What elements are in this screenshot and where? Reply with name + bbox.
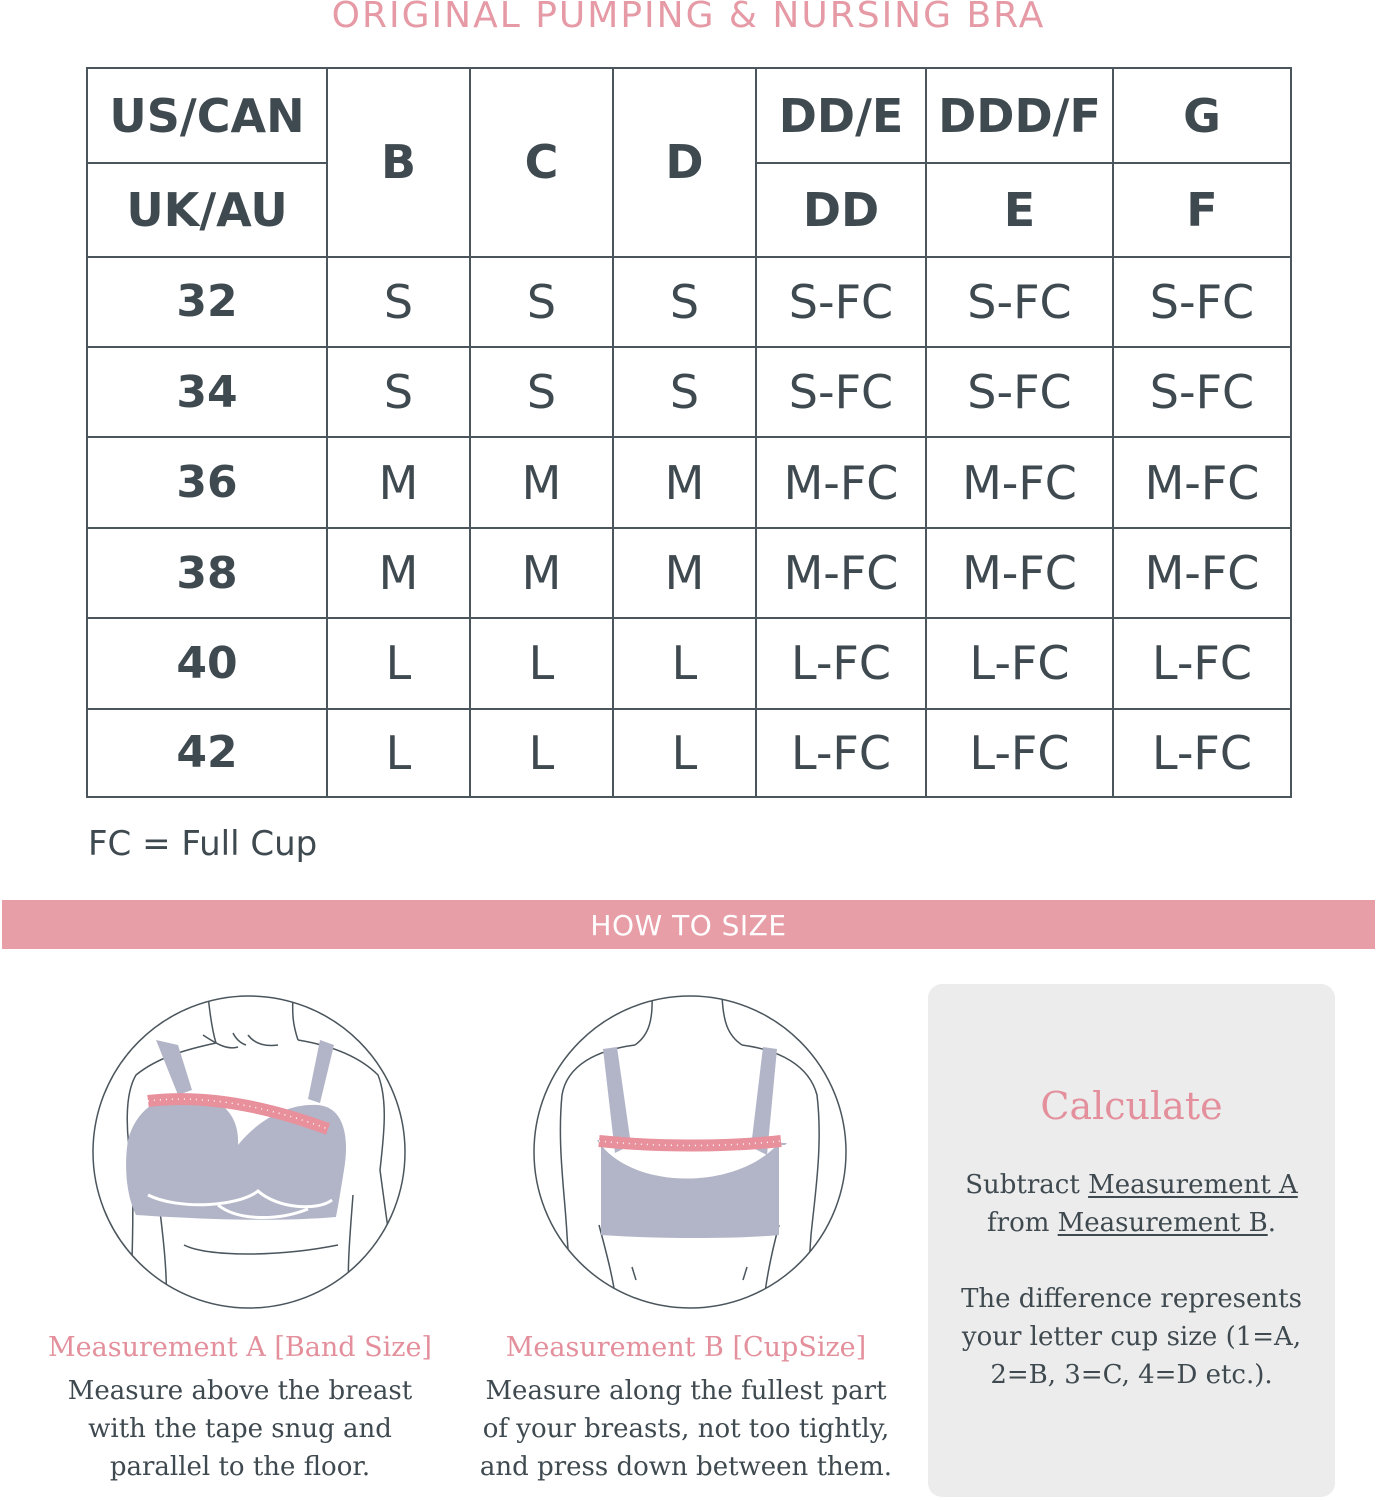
size-cell: S-FC [1113, 347, 1291, 437]
size-row [87, 709, 1291, 797]
size-row [87, 347, 1291, 437]
calculate-instructions [948, 1166, 1315, 1242]
size-row [87, 618, 1291, 708]
size-cell: M-FC [926, 437, 1113, 527]
header-row-us [87, 68, 1291, 163]
size-cell: S [327, 257, 470, 347]
size-cell: S-FC [756, 347, 926, 437]
size-cell: L [470, 709, 613, 797]
size-cell: L [613, 709, 756, 797]
cup-header: DD/E [756, 68, 926, 163]
size-cell: S [470, 347, 613, 437]
size-cell: M-FC [756, 437, 926, 527]
measurement-b-title: Measurement B [CupSize] [505, 1332, 867, 1363]
measurement-a-line: parallel to the floor. [109, 1452, 371, 1482]
size-cell: L-FC [1113, 709, 1291, 797]
cup-header: DDD/F [926, 68, 1113, 163]
size-cell: S [470, 257, 613, 347]
size-cell: L-FC [926, 709, 1113, 797]
cup-header: G [1113, 68, 1291, 163]
size-row [87, 437, 1291, 527]
legend-note: FC = Full Cup [88, 824, 318, 864]
cup-header-uk: DD [756, 163, 926, 256]
band-size-cell: 36 [87, 437, 327, 527]
calculate-explanation-line: The difference represents [961, 1284, 1302, 1314]
measurement-a-caption [30, 1330, 450, 1486]
size-cell: L [327, 709, 470, 797]
region-label-uk: UK/AU [87, 163, 327, 256]
size-cell: S [613, 347, 756, 437]
size-chart-table [86, 67, 1292, 798]
calculate-explanation [948, 1280, 1315, 1394]
band-size-cell: 32 [87, 257, 327, 347]
band-measurement-illustration [88, 995, 414, 1311]
size-cell: M [327, 528, 470, 618]
size-cell: L-FC [756, 618, 926, 708]
size-cell: L [327, 618, 470, 708]
region-label-us: US/CAN [87, 68, 327, 163]
cup-measurement-illustration [517, 995, 864, 1311]
size-cell: M [327, 437, 470, 527]
calculate-explanation-line: your letter cup size (1=A, [961, 1322, 1302, 1352]
how-to-size-banner: HOW TO SIZE [2, 900, 1375, 949]
measurement-b-line: Measure along the fullest part [485, 1376, 887, 1406]
calculate-title: Calculate [1040, 1084, 1223, 1128]
measurement-a-line: with the tape snug and [88, 1414, 392, 1444]
size-row [87, 257, 1291, 347]
size-cell: M [613, 528, 756, 618]
cup-header: D [613, 68, 756, 257]
calculate-explanation-line: 2=B, 3=C, 4=D etc.). [990, 1360, 1273, 1390]
size-cell: S [327, 347, 470, 437]
size-cell: M-FC [926, 528, 1113, 618]
band-size-cell: 34 [87, 347, 327, 437]
cup-header: C [470, 68, 613, 257]
cup-header-uk: E [926, 163, 1113, 256]
measurement-a-text [30, 1372, 450, 1486]
cup-header: B [327, 68, 470, 257]
measurement-b-caption [466, 1330, 906, 1486]
size-cell: L-FC [926, 618, 1113, 708]
size-cell: M-FC [1113, 437, 1291, 527]
size-row [87, 528, 1291, 618]
calculate-line-1 [948, 1166, 1315, 1204]
size-cell: L [470, 618, 613, 708]
measurement-b-line: of your breasts, not too tightly, [482, 1414, 890, 1444]
calculate-text: Subtract [965, 1170, 1089, 1200]
calculate-panel [928, 984, 1335, 1497]
page-title: ORIGINAL PUMPING & NURSING BRA [331, 0, 1046, 36]
calculate-text: . [1267, 1208, 1276, 1238]
calculate-text: from [987, 1208, 1058, 1238]
size-cell: L-FC [1113, 618, 1291, 708]
size-cell: M [613, 437, 756, 527]
band-size-cell: 40 [87, 618, 327, 708]
size-cell: S-FC [756, 257, 926, 347]
size-cell: L-FC [756, 709, 926, 797]
size-cell: L [613, 618, 756, 708]
calculate-line-2 [948, 1204, 1315, 1242]
measurement-a-line: Measure above the breast [67, 1376, 413, 1406]
size-cell: M [470, 528, 613, 618]
size-cell: M [470, 437, 613, 527]
measurement-a-title: Measurement A [Band Size] [48, 1332, 432, 1363]
size-cell: S-FC [926, 257, 1113, 347]
measurement-b-line: and press down between them. [479, 1452, 893, 1482]
band-size-cell: 38 [87, 528, 327, 618]
measurement-b-text [466, 1372, 906, 1486]
measurement-b-reference: Measurement B [1057, 1208, 1268, 1238]
size-cell: S-FC [1113, 257, 1291, 347]
size-cell: S [613, 257, 756, 347]
size-cell: M-FC [1113, 528, 1291, 618]
cup-header-uk: F [1113, 163, 1291, 256]
size-cell: M-FC [756, 528, 926, 618]
measurement-a-reference: Measurement A [1088, 1170, 1298, 1200]
size-cell: S-FC [926, 347, 1113, 437]
band-size-cell: 42 [87, 709, 327, 797]
